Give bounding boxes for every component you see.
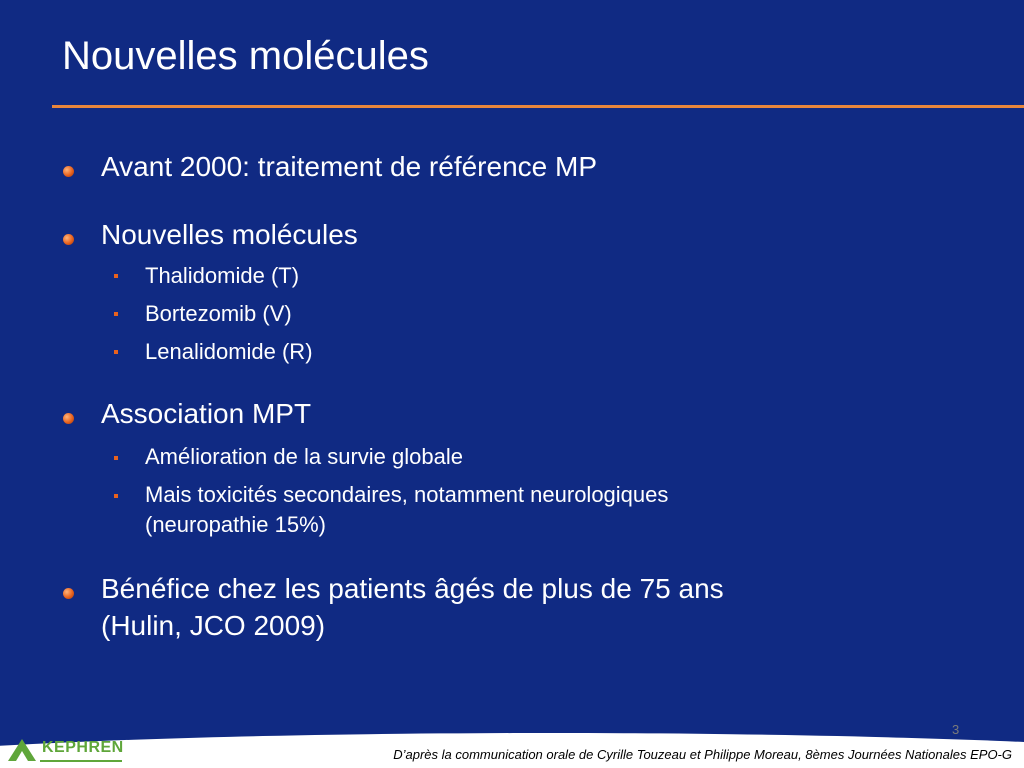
sub-bullet-icon (114, 350, 118, 354)
sub-bullet-icon (114, 274, 118, 278)
bullet-icon (63, 588, 74, 599)
page-number: 3 (952, 722, 960, 737)
bullet-item-2: Nouvelles molécules (101, 219, 358, 250)
sub-bullet-icon (114, 312, 118, 316)
sub-bullet-icon (114, 494, 118, 498)
bullet-item-4: Bénéfice chez les patients âgés de plus de 75 ans (101, 573, 724, 604)
sub-bullet-icon (114, 456, 118, 460)
title-underline (52, 105, 1024, 108)
bullet-icon (63, 413, 74, 424)
bullet-icon (63, 166, 74, 177)
bullet-item-3: Association MPT (101, 398, 312, 429)
bullet-item-4-cont: (Hulin, JCO 2009) (101, 610, 326, 641)
sub-item-bortezomib: Bortezomib (V) (145, 301, 292, 326)
sub-item-thalidomide: Thalidomide (T) (145, 263, 300, 288)
sub-item-lenalidomide: Lenalidomide (R) (145, 339, 313, 364)
bullet-item-1: Avant 2000: traitement de référence MP (101, 151, 597, 182)
sub-item-survie: Amélioration de la survie globale (145, 444, 463, 469)
logo-text: KEPHREN (42, 739, 124, 756)
footer-citation: D’après la communication orale de Cyrille Touzeau et Philippe Moreau, 8èmes Journées Nationales EPO-G (393, 747, 1012, 762)
sub-item-toxicites-cont: (neuropathie 15%) (145, 512, 327, 537)
slide-title: Nouvelles molécules (62, 34, 429, 78)
sub-item-toxicites: Mais toxicités secondaires, notamment neurologiques (145, 482, 669, 507)
bullet-icon (63, 234, 74, 245)
